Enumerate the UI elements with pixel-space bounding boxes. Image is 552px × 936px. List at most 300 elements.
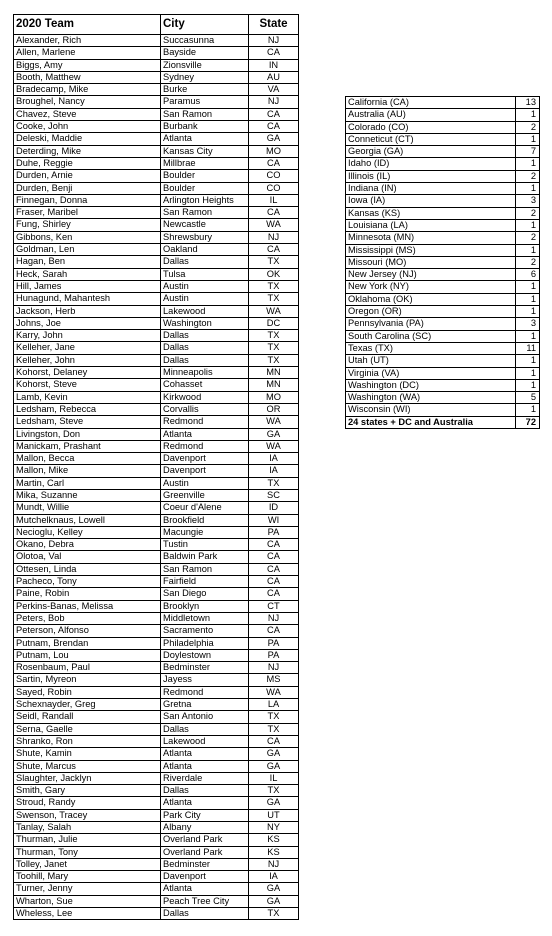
member-city: Tulsa [161,268,249,280]
member-city: Peach Tree City [161,895,249,907]
member-state: TX [249,330,299,342]
member-city: Park City [161,809,249,821]
member-name: Tanlay, Salah [14,822,161,834]
summary-row [346,330,540,342]
member-name: Seidl, Randall [14,711,161,723]
member-name: Allen, Marlene [14,47,161,59]
member-city: Newcastle [161,219,249,231]
member-city: Davenport [161,453,249,465]
member-state: CA [249,207,299,219]
table-row [14,391,299,403]
table-row [14,871,299,883]
table-row [14,785,299,797]
member-city: Atlanta [161,428,249,440]
member-name: Perkins-Banas, Melissa [14,600,161,612]
member-name: Kohorst, Delaney [14,367,161,379]
summary-row [346,293,540,305]
table-row [14,194,299,206]
member-name: Booth, Matthew [14,71,161,83]
member-city: San Ramon [161,563,249,575]
summary-row [346,306,540,318]
state-label: Louisiana (LA) [346,219,516,231]
member-city: Atlanta [161,748,249,760]
total-label: 24 states + DC and Australia [346,416,516,428]
member-state: TX [249,280,299,292]
member-city: San Ramon [161,108,249,120]
member-city: Burke [161,84,249,96]
member-city: Dallas [161,256,249,268]
member-city: Overland Park [161,834,249,846]
member-name: Lamb, Kevin [14,391,161,403]
member-state: CA [249,539,299,551]
member-city: San Antonio [161,711,249,723]
member-state: TX [249,293,299,305]
member-city: Riverdale [161,772,249,784]
summary-row [346,121,540,133]
member-city: Lakewood [161,305,249,317]
state-label: Idaho (ID) [346,158,516,170]
state-label: Oregon (OR) [346,306,516,318]
member-state: CA [249,108,299,120]
member-name: Martin, Carl [14,477,161,489]
state-label: Missouri (MO) [346,256,516,268]
member-city: Shrewsbury [161,231,249,243]
state-label: South Carolina (SC) [346,330,516,342]
member-city: San Ramon [161,207,249,219]
summary-row [346,379,540,391]
team-table [13,14,299,920]
table-row [14,637,299,649]
summary-row [346,133,540,145]
state-count: 1 [516,281,540,293]
member-name: Slaughter, Jacklyn [14,772,161,784]
member-state: TX [249,723,299,735]
member-state: PA [249,649,299,661]
member-state: WA [249,686,299,698]
state-label: Utah (UT) [346,355,516,367]
member-name: Schexnayder, Greg [14,699,161,711]
summary-row [346,392,540,404]
member-city: Tustin [161,539,249,551]
member-state: GA [249,748,299,760]
member-state: WA [249,219,299,231]
state-label: Conneticut (CT) [346,133,516,145]
summary-row [346,195,540,207]
table-row [14,883,299,895]
member-name: Ottesen, Linda [14,563,161,575]
member-state: IN [249,59,299,71]
member-name: Kohorst, Steve [14,379,161,391]
member-name: Shute, Marcus [14,760,161,772]
state-label: Illinois (IL) [346,170,516,182]
member-name: Kelleher, Jane [14,342,161,354]
table-row [14,809,299,821]
state-count: 6 [516,269,540,281]
member-state: TX [249,342,299,354]
state-label: Texas (TX) [346,342,516,354]
member-name: Serna, Gaelle [14,723,161,735]
table-row [14,403,299,415]
table-row [14,157,299,169]
table-row [14,354,299,366]
member-state: IA [249,465,299,477]
member-name: Ledsham, Rebecca [14,403,161,415]
summary-table-body [346,97,540,429]
table-row [14,822,299,834]
member-state: GA [249,760,299,772]
state-label: New York (NY) [346,281,516,293]
table-row [14,895,299,907]
member-state: OR [249,403,299,415]
member-name: Manickam, Prashant [14,440,161,452]
summary-row [346,367,540,379]
table-row [14,293,299,305]
table-row [14,330,299,342]
state-count: 1 [516,109,540,121]
member-name: Wharton, Sue [14,895,161,907]
member-state: PA [249,526,299,538]
member-state: GA [249,895,299,907]
member-state: CA [249,551,299,563]
member-name: Jackson, Herb [14,305,161,317]
team-table-body [14,35,299,920]
state-count: 2 [516,121,540,133]
member-city: San Diego [161,588,249,600]
state-label: New Jersey (NJ) [346,269,516,281]
member-name: Tolley, Janet [14,858,161,870]
state-count: 1 [516,158,540,170]
member-state: CA [249,157,299,169]
member-city: Redmond [161,686,249,698]
member-state: PA [249,637,299,649]
member-name: Chavez, Steve [14,108,161,120]
member-city: Austin [161,293,249,305]
member-state: CO [249,182,299,194]
member-name: Fung, Shirley [14,219,161,231]
summary-row [346,269,540,281]
member-city: Dallas [161,330,249,342]
member-name: Bradecamp, Mike [14,84,161,96]
member-name: Putnam, Lou [14,649,161,661]
member-name: Mundt, Willie [14,502,161,514]
table-row [14,182,299,194]
summary-row [346,146,540,158]
member-state: CA [249,563,299,575]
table-row [14,711,299,723]
table-row [14,96,299,108]
table-row [14,268,299,280]
state-label: Indiana (IN) [346,183,516,195]
table-row [14,244,299,256]
member-city: Atlanta [161,883,249,895]
member-name: Hagan, Ben [14,256,161,268]
member-city: Corvallis [161,403,249,415]
state-count: 1 [516,219,540,231]
table-row [14,416,299,428]
member-name: Sartin, Myreon [14,674,161,686]
table-row [14,748,299,760]
table-row [14,797,299,809]
table-row [14,674,299,686]
member-name: Shranko, Ron [14,735,161,747]
member-name: Thurman, Julie [14,834,161,846]
member-city: Jayess [161,674,249,686]
member-name: Wheless, Lee [14,908,161,920]
summary-row [346,281,540,293]
member-state: GA [249,428,299,440]
table-row [14,317,299,329]
member-city: Sacramento [161,625,249,637]
member-name: Putnam, Brendan [14,637,161,649]
member-state: CT [249,600,299,612]
member-name: Stroud, Randy [14,797,161,809]
member-name: Deterding, Mike [14,145,161,157]
member-name: Johns, Joe [14,317,161,329]
member-city: Burbank [161,121,249,133]
member-city: Minneapolis [161,367,249,379]
header-city: City [161,15,249,35]
member-state: CA [249,244,299,256]
table-row [14,256,299,268]
member-state: KS [249,846,299,858]
summary-row [346,342,540,354]
table-row [14,563,299,575]
member-name: Finnegan, Donna [14,194,161,206]
member-name: Hunagund, Mahantesh [14,293,161,305]
member-city: Dallas [161,342,249,354]
member-state: TX [249,711,299,723]
table-row [14,428,299,440]
member-name: Livingston, Don [14,428,161,440]
member-city: Brookfield [161,514,249,526]
summary-row [346,219,540,231]
member-state: NJ [249,35,299,47]
state-count: 1 [516,355,540,367]
state-label: Iowa (IA) [346,195,516,207]
member-name: Pacheco, Tony [14,576,161,588]
member-state: MO [249,391,299,403]
member-name: Heck, Sarah [14,268,161,280]
table-row [14,649,299,661]
state-label: Georgia (GA) [346,146,516,158]
table-row [14,576,299,588]
table-row [14,502,299,514]
table-row [14,108,299,120]
member-city: Philadelphia [161,637,249,649]
table-row [14,612,299,624]
summary-row [346,158,540,170]
table-row [14,699,299,711]
summary-row [346,244,540,256]
member-name: Turner, Jenny [14,883,161,895]
member-city: Cohasset [161,379,249,391]
member-state: TX [249,256,299,268]
table-row [14,367,299,379]
table-row [14,231,299,243]
member-name: Mutchelknaus, Lowell [14,514,161,526]
table-row [14,686,299,698]
summary-row [346,170,540,182]
member-state: IL [249,772,299,784]
member-city: Dallas [161,908,249,920]
member-state: NJ [249,662,299,674]
member-name: Paine, Robin [14,588,161,600]
member-name: Mallon, Mike [14,465,161,477]
member-name: Mallon, Becca [14,453,161,465]
state-count: 1 [516,379,540,391]
state-label: Washington (WA) [346,392,516,404]
table-row [14,489,299,501]
member-city: Lakewood [161,735,249,747]
table-row [14,526,299,538]
member-state: IA [249,871,299,883]
header-state: State [249,15,299,35]
member-name: Ledsham, Steve [14,416,161,428]
member-city: Overland Park [161,846,249,858]
member-city: Redmond [161,416,249,428]
table-row [14,772,299,784]
member-state: MO [249,145,299,157]
member-city: Bedminster [161,858,249,870]
state-count: 2 [516,170,540,182]
state-label: Kansas (KS) [346,207,516,219]
member-name: Kelleher, John [14,354,161,366]
state-label: Colorado (CO) [346,121,516,133]
state-count: 3 [516,195,540,207]
member-city: Paramus [161,96,249,108]
member-state: TX [249,908,299,920]
state-label: Mississippi (MS) [346,244,516,256]
member-state: NY [249,822,299,834]
state-count: 1 [516,306,540,318]
summary-row [346,183,540,195]
total-count: 72 [516,416,540,428]
member-city: Dallas [161,723,249,735]
member-state: GA [249,883,299,895]
member-city: Redmond [161,440,249,452]
table-row [14,35,299,47]
member-state: MN [249,367,299,379]
member-city: Bedminster [161,662,249,674]
table-row [14,539,299,551]
member-city: Baldwin Park [161,551,249,563]
member-state: UT [249,809,299,821]
state-count: 3 [516,318,540,330]
member-state: SC [249,489,299,501]
member-city: Arlington Heights [161,194,249,206]
team-header-row [14,15,299,35]
summary-row [346,97,540,109]
summary-row [346,355,540,367]
member-state: GA [249,797,299,809]
member-city: Dallas [161,785,249,797]
member-state: MS [249,674,299,686]
member-state: WI [249,514,299,526]
summary-row [346,318,540,330]
table-row [14,908,299,920]
table-row [14,170,299,182]
state-count: 2 [516,256,540,268]
summary-row [346,207,540,219]
member-city: Boulder [161,170,249,182]
summary-row [346,404,540,416]
member-state: TX [249,354,299,366]
table-row [14,760,299,772]
member-name: Fraser, Maribel [14,207,161,219]
table-row [14,71,299,83]
summary-total-row [346,416,540,428]
member-city: Sydney [161,71,249,83]
state-label: Wisconsin (WI) [346,404,516,416]
member-state: LA [249,699,299,711]
table-row [14,305,299,317]
state-label: Oklahoma (OK) [346,293,516,305]
member-city: Davenport [161,871,249,883]
member-state: CA [249,735,299,747]
table-row [14,84,299,96]
member-city: Bayside [161,47,249,59]
state-count: 1 [516,330,540,342]
member-state: TX [249,477,299,489]
state-label: Virginia (VA) [346,367,516,379]
state-count: 5 [516,392,540,404]
table-row [14,834,299,846]
member-name: Mika, Suzanne [14,489,161,501]
table-row [14,440,299,452]
member-name: Gibbons, Ken [14,231,161,243]
state-count: 1 [516,183,540,195]
table-row [14,207,299,219]
table-row [14,588,299,600]
state-count: 1 [516,404,540,416]
state-count: 11 [516,342,540,354]
member-city: Albany [161,822,249,834]
member-state: ID [249,502,299,514]
member-name: Sayed, Robin [14,686,161,698]
member-name: Shute, Kamin [14,748,161,760]
member-city: Succasunna [161,35,249,47]
table-row [14,145,299,157]
member-state: IL [249,194,299,206]
member-city: Austin [161,280,249,292]
member-name: Alexander, Rich [14,35,161,47]
member-name: Goldman, Len [14,244,161,256]
member-name: Deleski, Maddie [14,133,161,145]
member-city: Millbrae [161,157,249,169]
member-city: Austin [161,477,249,489]
member-state: CA [249,588,299,600]
member-state: VA [249,84,299,96]
member-state: AU [249,71,299,83]
member-city: Zionsville [161,59,249,71]
summary-row [346,109,540,121]
member-city: Brooklyn [161,600,249,612]
member-city: Middletown [161,612,249,624]
member-name: Olotoa, Val [14,551,161,563]
table-row [14,453,299,465]
state-count: 1 [516,367,540,379]
table-row [14,133,299,145]
member-city: Oakland [161,244,249,256]
member-city: Atlanta [161,133,249,145]
member-name: Durden, Arnie [14,170,161,182]
member-state: DC [249,317,299,329]
header-team: 2020 Team [14,15,161,35]
member-state: NJ [249,612,299,624]
summary-row [346,232,540,244]
table-row [14,846,299,858]
member-city: Kansas City [161,145,249,157]
